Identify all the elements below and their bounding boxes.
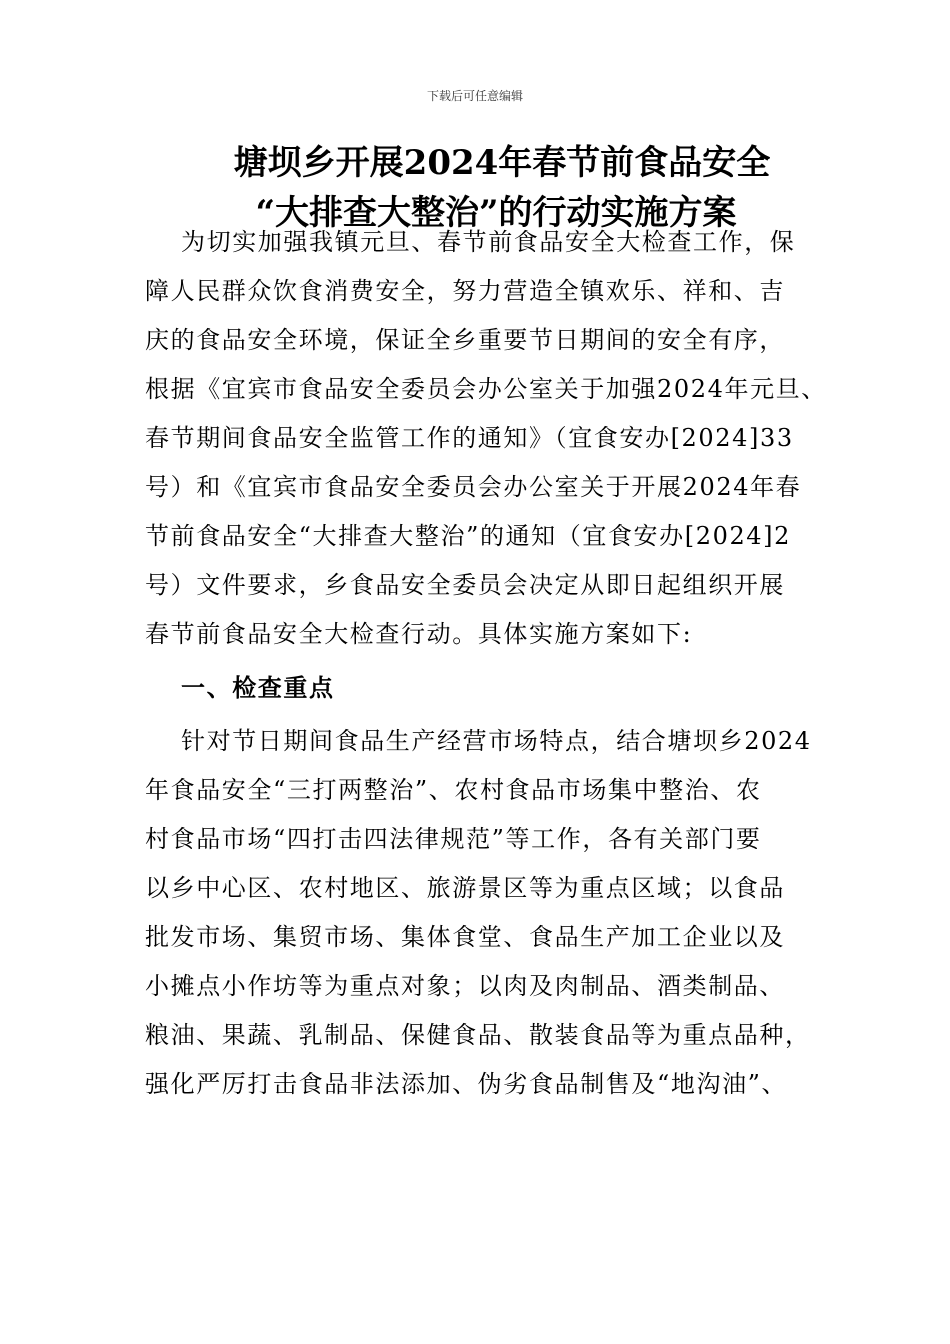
- body-line: 根据《宜宾市食品安全委员会办公室关于加强2024年元旦、: [145, 375, 827, 403]
- body-line: 以乡中心区、农村地区、旅游景区等为重点区域；以食品: [145, 874, 785, 902]
- body-line: 小摊点小作坊等为重点对象；以肉及肉制品、酒类制品、: [145, 972, 785, 1000]
- body-line: 节前食品安全“大排查大整治”的通知（宜食安办[2024]2: [145, 522, 792, 550]
- document-body: [145, 218, 825, 1109]
- body-line: 针对节日期间食品生产经营市场特点，结合塘坝乡2024: [181, 727, 812, 755]
- body-line: 号）和《宜宾市食品安全委员会办公室关于开展2024年春: [145, 473, 802, 501]
- section-heading: 一、检查重点: [181, 673, 335, 702]
- body-line: 春节期间食品安全监管工作的通知》（宜食安办[2024]33: [145, 424, 794, 452]
- body-line: 强化严厉打击食品非法添加、伪劣食品制售及“地沟油”、: [145, 1070, 788, 1098]
- body-line: 村食品市场“四打击四法律规范”等工作，各有关部门要: [145, 825, 762, 853]
- body-line: 春节前食品安全大检查行动。具体实施方案如下:: [145, 620, 693, 648]
- title-line-2: “大排查大整治”的行动实施方案: [255, 193, 737, 233]
- body-line: 为切实加强我镇元旦、春节前食品安全大检查工作，保: [181, 228, 796, 256]
- body-line: 障人民群众饮食消费安全，努力营造全镇欢乐、祥和、吉: [145, 277, 785, 305]
- body-line: 年食品安全“三打两整治”、农村食品市场集中整治、农: [145, 776, 762, 804]
- body-line: 庆的食品安全环境，保证全乡重要节日期间的安全有序，: [145, 326, 785, 354]
- body-line: 粮油、果蔬、乳制品、保健食品、散装食品等为重点品种，: [145, 1021, 811, 1049]
- body-line: 批发市场、集贸市场、集体食堂、食品生产加工企业以及: [145, 923, 785, 951]
- body-line: 号）文件要求，乡食品安全委员会决定从即日起组织开展: [145, 571, 785, 599]
- header-note: 下载后可任意编辑: [426, 89, 523, 103]
- title-line-1: 塘坝乡开展2024年春节前食品安全: [233, 143, 771, 183]
